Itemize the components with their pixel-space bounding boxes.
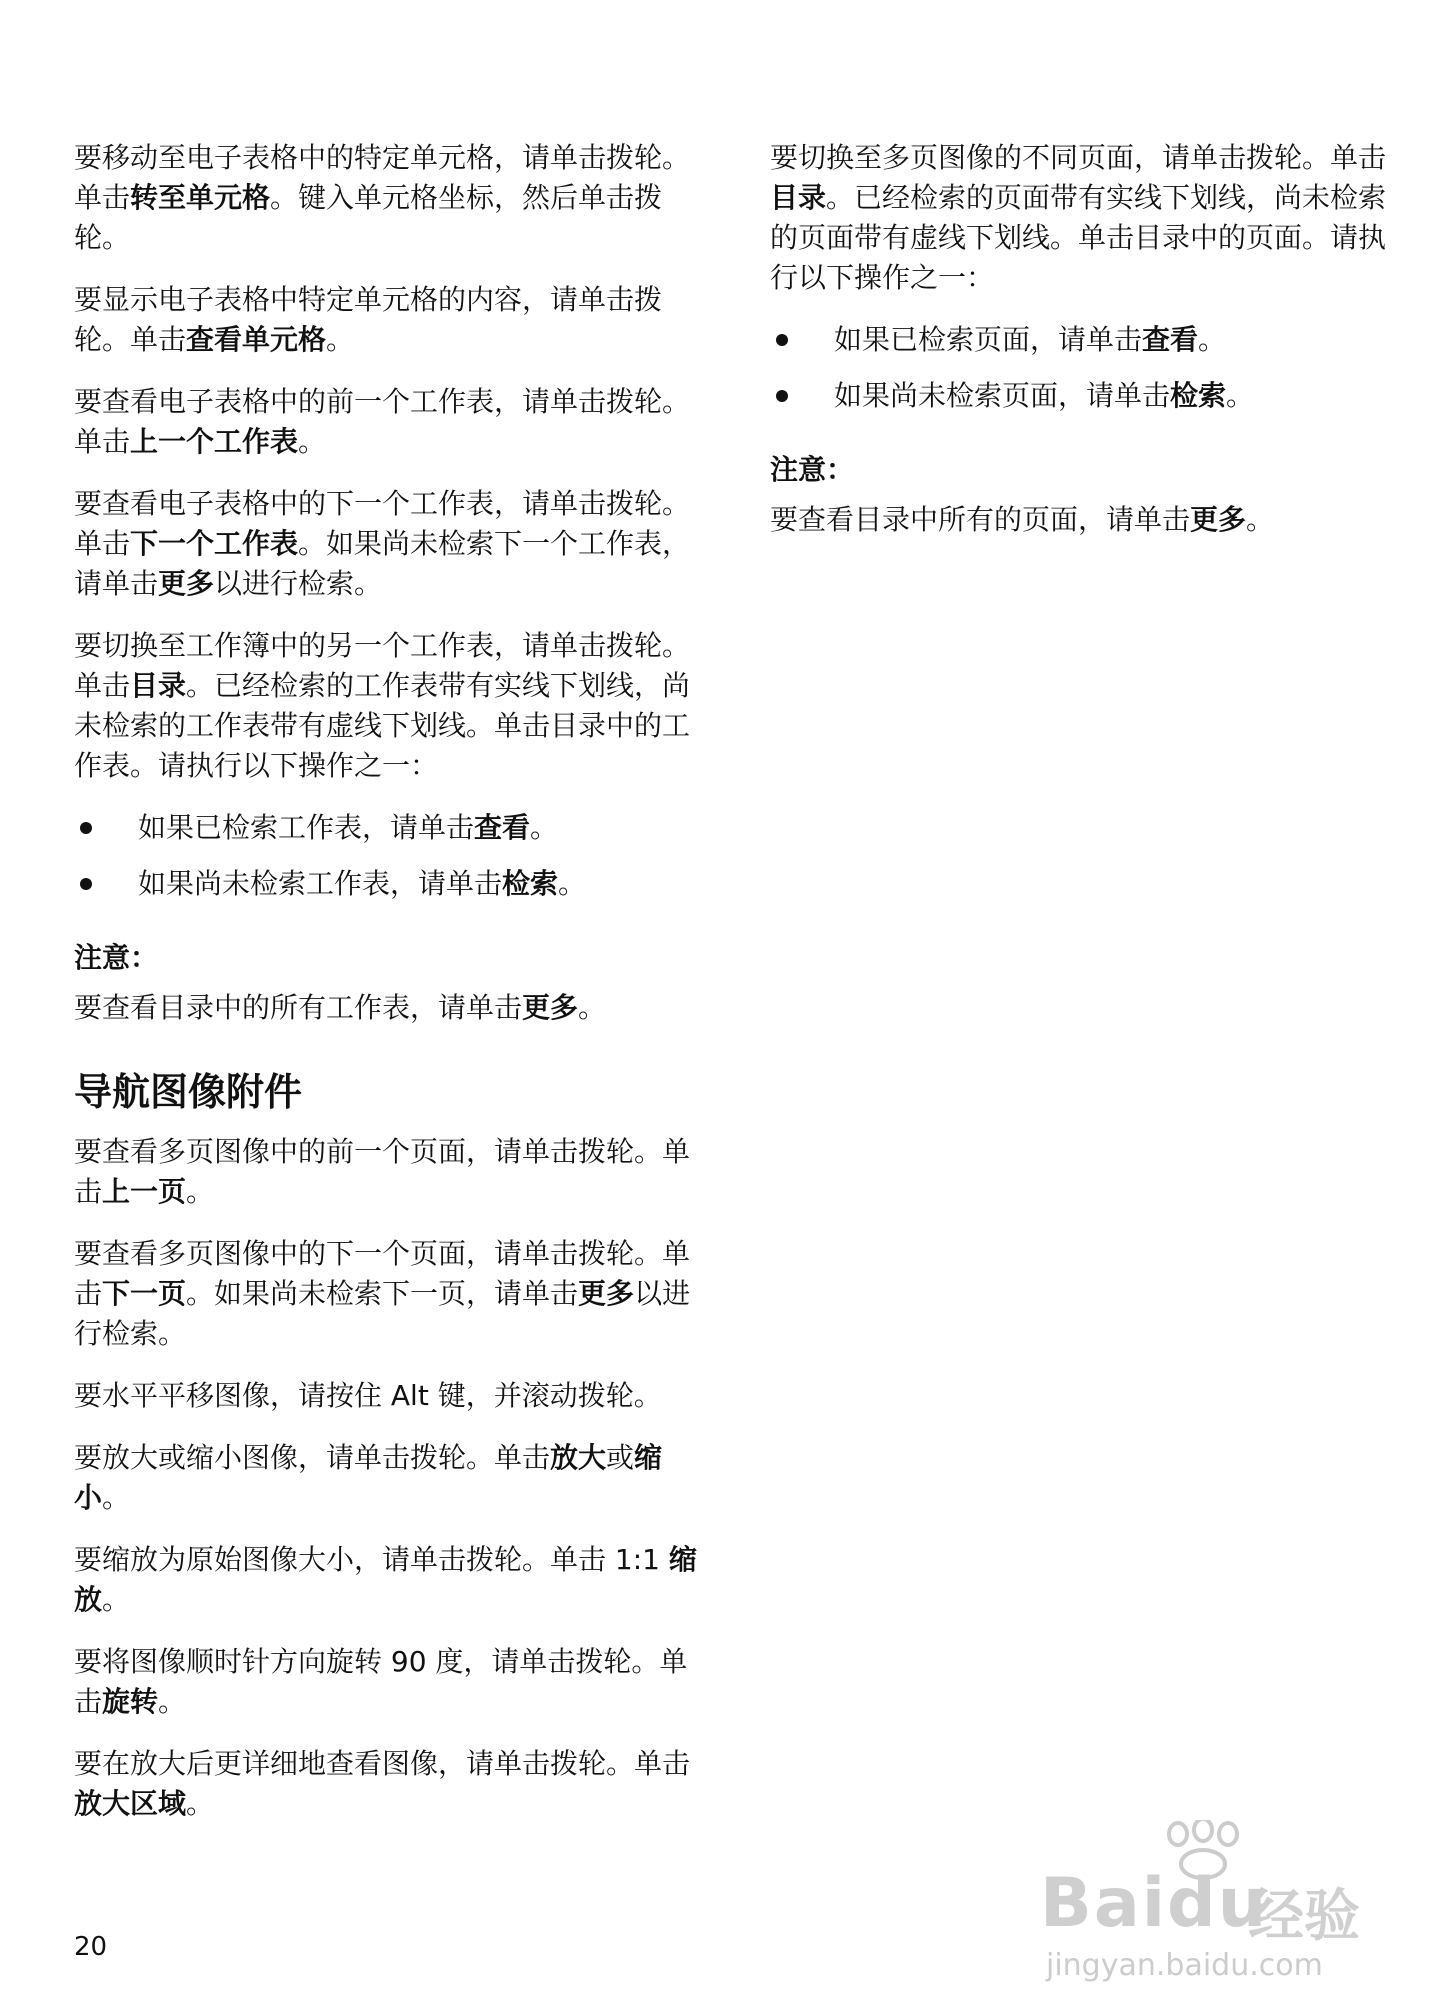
bullet-dot-icon [80, 878, 92, 890]
sheet-bullet-list [74, 808, 699, 904]
watermark [1040, 1820, 1380, 1990]
section-heading: 导航图像附件 [74, 1070, 303, 1114]
bullet-dot-icon [776, 390, 788, 402]
paragraph-previous-sheet: 要查看电子表格中的前一个工作表，请单击拨轮。单击上一个工作表。 [74, 385, 691, 458]
term-view-cell: 查看单元格 [186, 323, 327, 356]
term-more: 更多 [578, 1277, 635, 1310]
page-number: 20 [74, 1932, 108, 1962]
paragraph-next-page: 要查看多页图像中的下一个页面，请单击拨轮。单击下一页。如果尚未检索下一页，请单击更多以进行检索。 [74, 1237, 691, 1350]
term-zoom-in: 放大 [550, 1441, 607, 1474]
term-table-of-contents: 目录 [770, 181, 827, 214]
paragraph-original-size: 要缩放为原始图像大小，请单击拨轮。单击 1:1 缩放。 [74, 1543, 697, 1616]
term-retrieve: 检索 [502, 867, 559, 900]
term-go-to-cell: 转至单元格 [130, 181, 271, 214]
term-zoom-out: 缩小 [74, 1441, 663, 1514]
watermark-cn: 经验 [1248, 1884, 1360, 1949]
note-text: 要查看目录中的所有工作表，请单击更多。 [74, 991, 607, 1024]
term-table-of-contents: 目录 [130, 669, 187, 702]
term-more: 更多 [522, 991, 579, 1024]
list-item: 如果尚未检索页面，请单击检索。 [770, 376, 1390, 416]
paragraph-previous-page: 要查看多页图像中的前一个页面，请单击拨轮。单击上一页。 [74, 1135, 691, 1208]
page-bullet-list [770, 320, 1390, 416]
note-text: 要查看目录中所有的页面，请单击更多。 [770, 503, 1275, 536]
term-retrieve: 检索 [1170, 379, 1227, 412]
paragraph-next-sheet: 要查看电子表格中的下一个工作表，请单击拨轮。单击下一个工作表。如果尚未检索下一个工作表，请单击更多以进行检索。 [74, 487, 691, 600]
note-title: 注意： [770, 453, 855, 486]
term-zoom: 缩放 [74, 1543, 697, 1616]
term-previous-page: 上一页 [102, 1175, 187, 1208]
paragraph-rotate: 要将图像顺时针方向旋转 90 度，请单击拨轮。单击旋转。 [74, 1645, 688, 1718]
list-item: 如果已检索页面，请单击查看。 [770, 320, 1390, 360]
watermark-url: jingyan.baidu.com [1046, 1948, 1323, 1983]
term-more: 更多 [1190, 503, 1247, 536]
left-column [74, 138, 699, 1846]
paragraph-pan-image: 要水平平移图像，请按住 Alt 键，并滚动拨轮。 [74, 1379, 662, 1412]
term-next-page: 下一页 [102, 1277, 187, 1310]
term-previous-sheet: 上一个工作表 [130, 425, 299, 458]
paragraph-view-cell: 要显示电子表格中特定单元格的内容，请单击拨轮。单击查看单元格。 [74, 283, 663, 356]
right-column [770, 138, 1390, 562]
paragraph-zoom-area: 要在放大后更详细地查看图像，请单击拨轮。单击放大区域。 [74, 1747, 691, 1820]
term-zoom-area: 放大区域 [74, 1787, 187, 1820]
paragraph-switch-page: 要切换至多页图像的不同页面，请单击拨轮。单击目录。已经检索的页面带有实线下划线，尚未检索的页面带有虚线下划线。单击目录中的页面。请执行以下操作之一： [770, 141, 1387, 294]
bullet-dot-icon [80, 822, 92, 834]
term-rotate: 旋转 [102, 1685, 159, 1718]
list-item: 如果已检索工作表，请单击查看。 [74, 808, 699, 848]
paragraph-switch-sheet: 要切换至工作簿中的另一个工作表，请单击拨轮。单击目录。已经检索的工作表带有实线下划线，尚未检索的工作表带有虚线下划线。单击目录中的工作表。请执行以下操作之一： [74, 629, 691, 782]
term-view: 查看 [474, 811, 531, 844]
term-next-sheet: 下一个工作表 [130, 527, 299, 560]
note-title: 注意： [74, 941, 159, 974]
paragraph-zoom: 要放大或缩小图像，请单击拨轮。单击放大或缩小。 [74, 1441, 663, 1514]
term-more: 更多 [158, 567, 215, 600]
term-view: 查看 [1142, 323, 1199, 356]
watermark-logo: Baidu [1040, 1864, 1269, 1943]
bullet-dot-icon [776, 334, 788, 346]
paragraph-go-to-cell: 要移动至电子表格中的特定单元格，请单击拨轮。单击转至单元格。键入单元格坐标，然后单击拨轮。 [74, 141, 691, 254]
list-item: 如果尚未检索工作表，请单击检索。 [74, 864, 699, 904]
